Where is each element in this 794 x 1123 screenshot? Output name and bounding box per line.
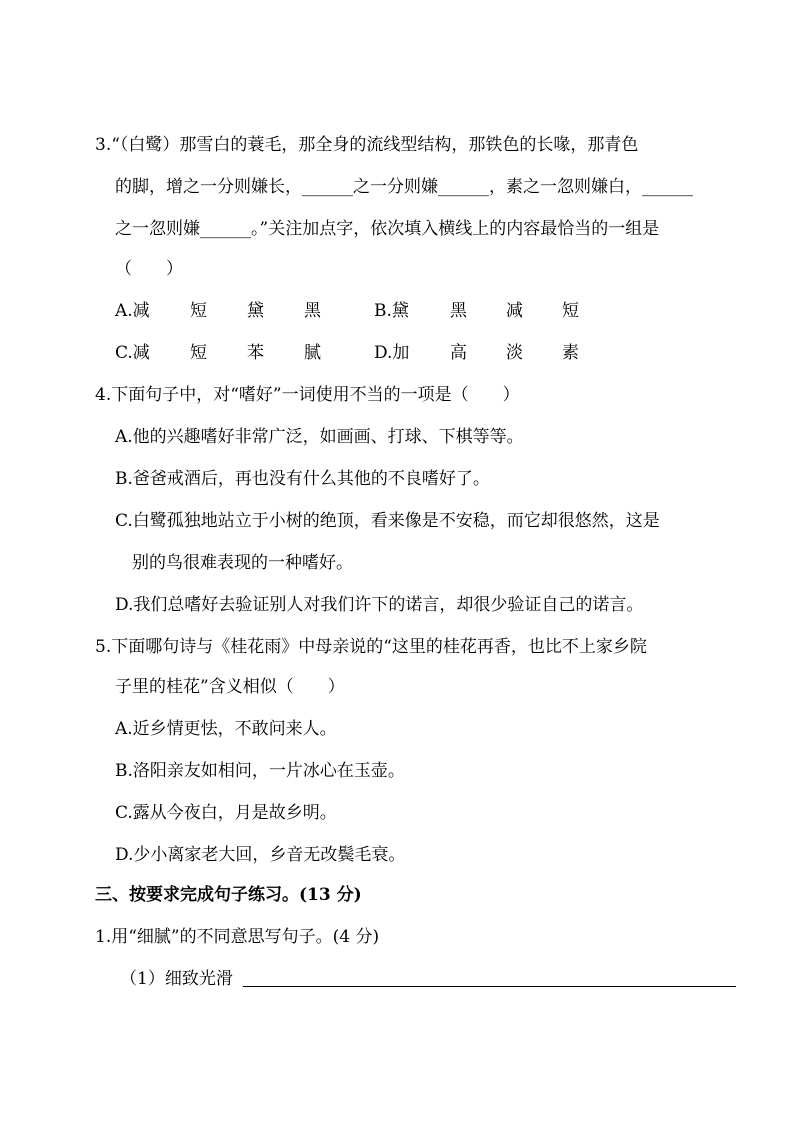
- q4-option-b: B.爸爸戒酒后，再也没有什么其他的不良嗜好了。: [115, 469, 490, 489]
- q3-option-c-1: C.减: [115, 343, 150, 363]
- q4-option-c-line-1: C.白鹭孤独地站立于小树的绝顶，看来像是不安稳，而它却很悠然，这是: [115, 511, 660, 531]
- q3-option-c-3: 苯: [247, 343, 264, 363]
- q4-option-a: A.他的兴趣嗜好非常广泛，如画画、打球、下棋等等。: [115, 427, 524, 447]
- answer-line[interactable]: [243, 986, 736, 987]
- q3-line-1: 3.“（白鹭）那雪白的蓑毛，那全身的流线型结构，那铁色的长喙，那青色: [95, 135, 639, 155]
- q3-line-3: 之一忽则嫌______。”关注加点字，依次填入横线上的内容最恰当的一组是: [115, 219, 660, 239]
- q3-option-d-3: 淡: [506, 343, 523, 363]
- section-3-q1: 1.用“细腻”的不同意思写句子。(4 分): [95, 927, 380, 947]
- q3-option-a-4: 黑: [304, 301, 321, 321]
- q3-option-c-2: 短: [190, 343, 207, 363]
- q5-option-d: D.少小离家老大回，乡音无改鬓毛衰。: [115, 845, 406, 865]
- q5-option-c: C.露从今夜白，月是故乡明。: [115, 803, 337, 823]
- q5-option-b: B.洛阳亲友如相问，一片冰心在玉壶。: [115, 761, 405, 781]
- q3-option-a-2: 短: [190, 301, 207, 321]
- q3-option-c-4: 腻: [304, 343, 321, 363]
- q5-stem-line-2: 子里的桂花”含义相似（ ）: [115, 677, 345, 697]
- q4-option-c-line-2: 别的鸟很难表现的一种嗜好。: [132, 553, 353, 573]
- q3-option-d-2: 高: [450, 343, 467, 363]
- q3-option-d-1: D.加: [374, 343, 410, 363]
- q5-stem-line-1: 5.下面哪句诗与《桂花雨》中母亲说的“这里的桂花再香，也比不上家乡院: [95, 637, 647, 657]
- q3-option-b-4: 短: [562, 301, 579, 321]
- q4-option-d: D.我们总嗜好去验证别人对我们许下的诺言，却很少验证自己的诺言。: [115, 595, 644, 615]
- q3-option-a-3: 黛: [247, 301, 264, 321]
- q3-option-d-4: 素: [562, 343, 579, 363]
- q5-option-a: A.近乡情更怯，不敢问来人。: [115, 719, 337, 739]
- q3-answer-bracket: （ ）: [115, 259, 183, 279]
- section-3-sub1-label: （1）细致光滑: [120, 969, 233, 989]
- q3-option-b-2: 黑: [450, 301, 467, 321]
- q3-line-2: 的脚，增之一分则嫌长，______之一分则嫌______，素之一忽则嫌白，______: [115, 177, 693, 197]
- q3-option-a-1: A.减: [115, 301, 150, 321]
- q3-option-b-1: B.黛: [374, 301, 409, 321]
- q3-option-b-3: 减: [506, 301, 523, 321]
- section-3-title: 三、按要求完成句子练习。(13 分): [95, 885, 362, 905]
- q4-stem: 4.下面句子中，对“嗜好”一词使用不当的一项是（ ）: [95, 385, 520, 405]
